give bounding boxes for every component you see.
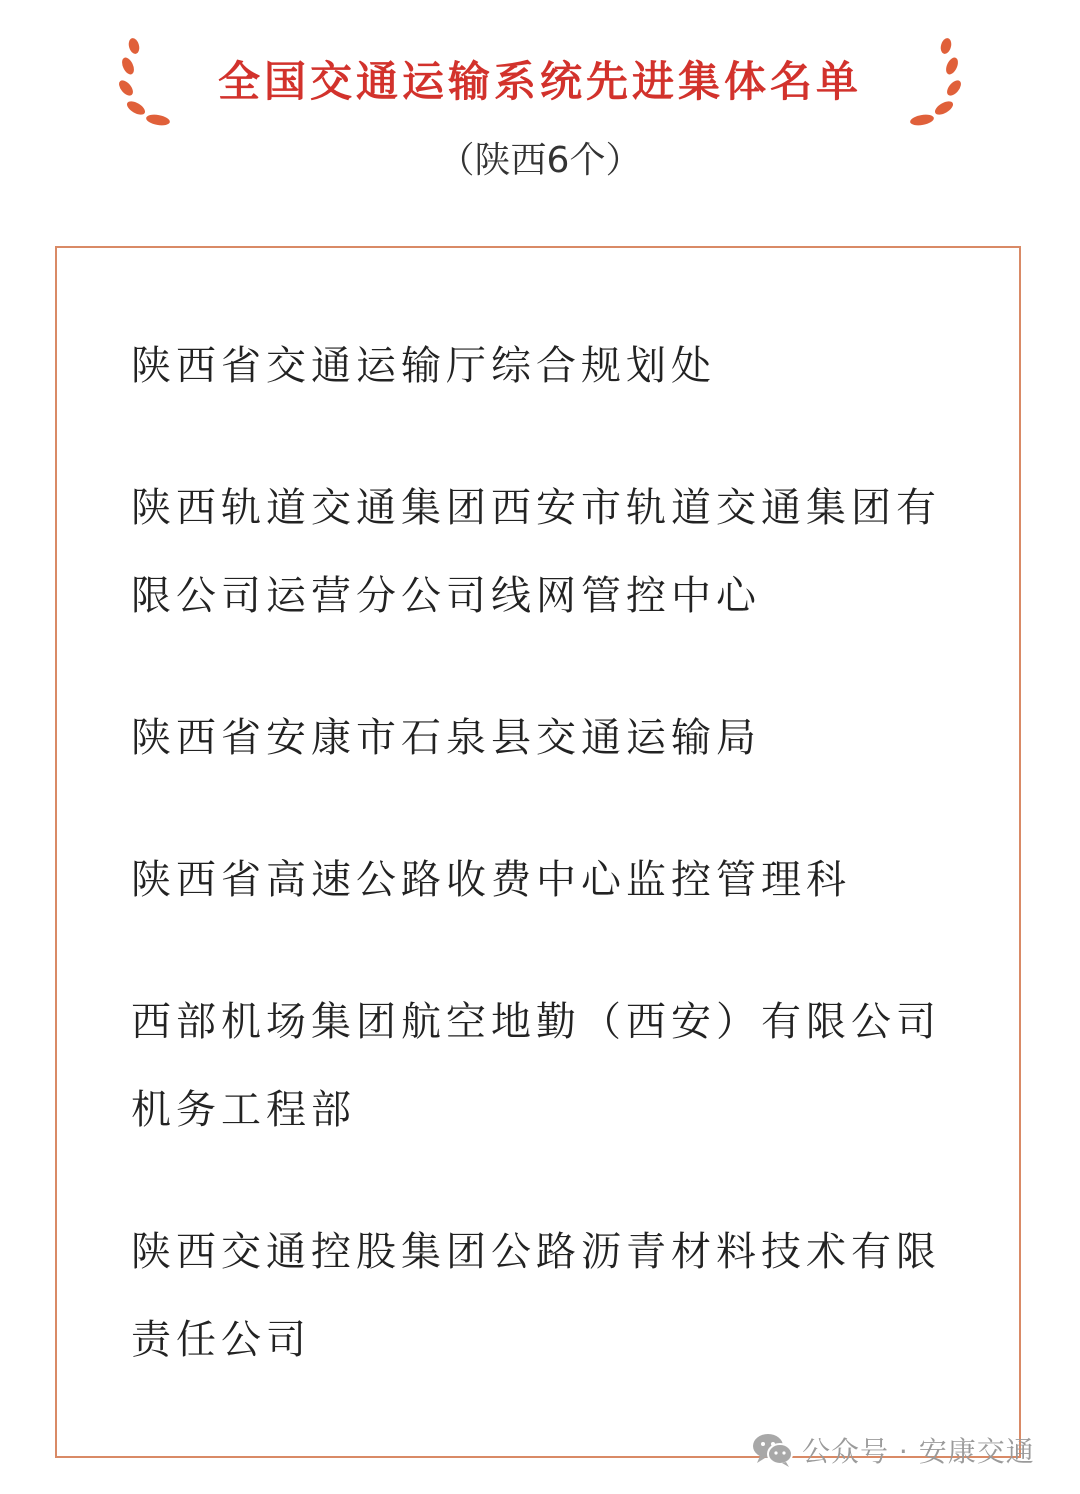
page-title: 全国交通运输系统先进集体名单	[217, 57, 862, 106]
collective-list	[131, 322, 961, 1384]
watermark-text: 公众号 · 安康交通	[802, 1435, 1035, 1468]
list-item: 陕西省交通运输厅综合规划处	[131, 343, 716, 389]
list-item: 陕西省高速公路收费中心监控管理科	[131, 857, 851, 903]
list-frame	[55, 246, 1021, 1458]
page-header	[0, 0, 1080, 200]
list-item: 陕西省安康市石泉县交通运输局	[131, 715, 761, 761]
page-subtitle: （陕西6个）	[438, 140, 642, 181]
laurel-right-icon	[898, 36, 968, 132]
watermark	[752, 1422, 1035, 1478]
list-item: 陕西轨道交通集团西安市轨道交通集团有限公司运营分公司线网管控中心	[131, 485, 941, 619]
wechat-icon	[752, 1432, 794, 1468]
list-item: 西部机场集团航空地勤（西安）有限公司机务工程部	[131, 999, 941, 1133]
list-item: 陕西交通控股集团公路沥青材料技术有限责任公司	[131, 1229, 941, 1363]
